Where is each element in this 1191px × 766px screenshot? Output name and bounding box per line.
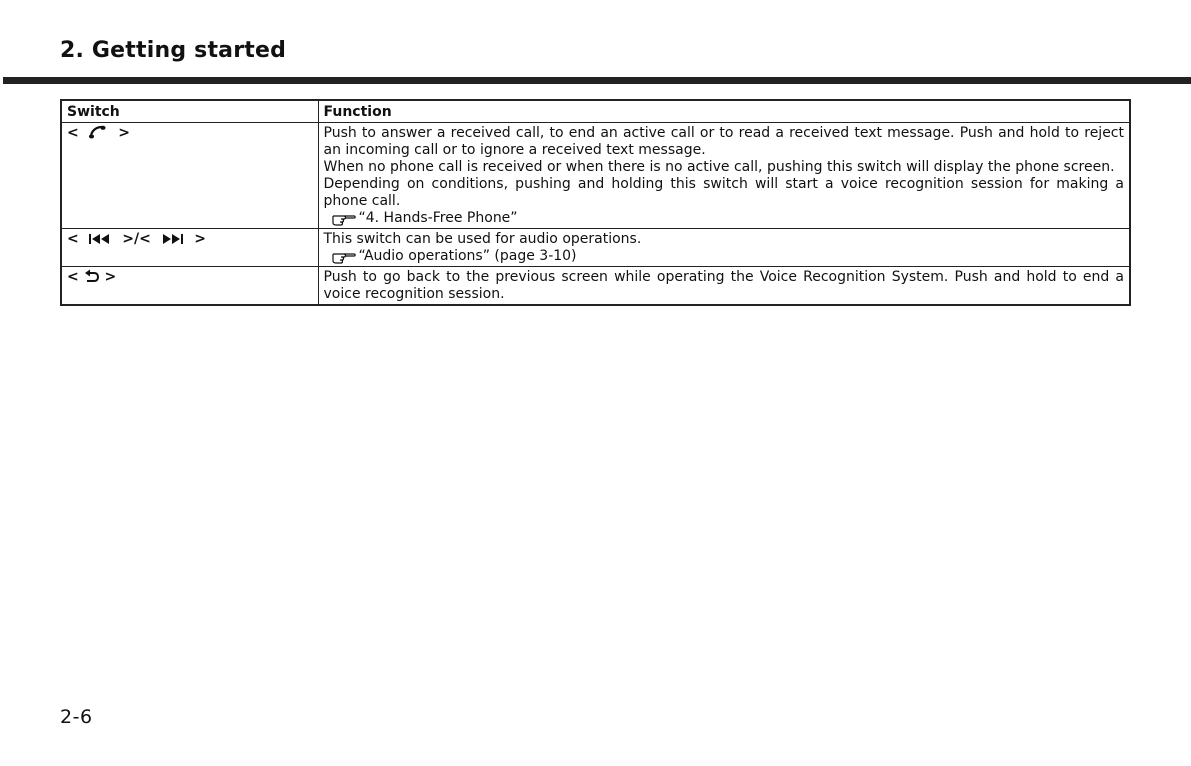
back-arrow-icon [84,269,100,283]
title-rule-end [0,77,3,84]
back-switch-label: < > [67,269,117,285]
switch-cell [61,229,318,267]
table-row [61,123,1130,229]
section-title: 2. Getting started [60,38,287,63]
column-header-switch: Switch [61,100,318,123]
function-text: When no phone call is received or when there is no active call, pushing this switch will display the phone screen. [323,159,1115,175]
function-text: Push to go back to the previous screen while operating the Voice Recognition System. Push and hold to end a voice recognition session. [323,269,1124,302]
table-row [61,267,1130,306]
skip-switch-label: < >/< > [67,231,207,247]
skip-forward-icon [161,233,185,245]
reference-text: “Audio operations” (page 3-10) [358,248,577,264]
function-cell [318,267,1130,306]
phone-switch-label: < > [67,125,130,141]
function-text: Depending on conditions, pushing and holding this switch will start a voice recognition session for making a phone call. [323,176,1124,209]
function-text: This switch can be used for audio operations. [323,231,642,247]
switch-cell [61,267,318,306]
pointing-hand-icon [332,249,356,264]
switch-function-table [60,99,1131,306]
title-rule [0,77,1191,84]
phone-icon [88,125,108,139]
page-number: 2-6 [60,706,93,728]
function-text: Push to answer a received call, to end an active call or to read a received text message. Push and hold to reject an incoming call or to ignore a received text message. [323,125,1124,158]
reference-link[interactable] [324,248,577,265]
table-row [61,229,1130,267]
table-header-row [61,100,1130,123]
switch-cell [61,123,318,229]
column-header-function: Function [318,100,1130,123]
skip-back-icon [88,233,112,245]
function-cell [318,229,1130,267]
reference-link[interactable] [324,210,518,227]
pointing-hand-icon [332,211,356,226]
reference-text: “4. Hands-Free Phone” [358,210,518,226]
function-cell [318,123,1130,229]
